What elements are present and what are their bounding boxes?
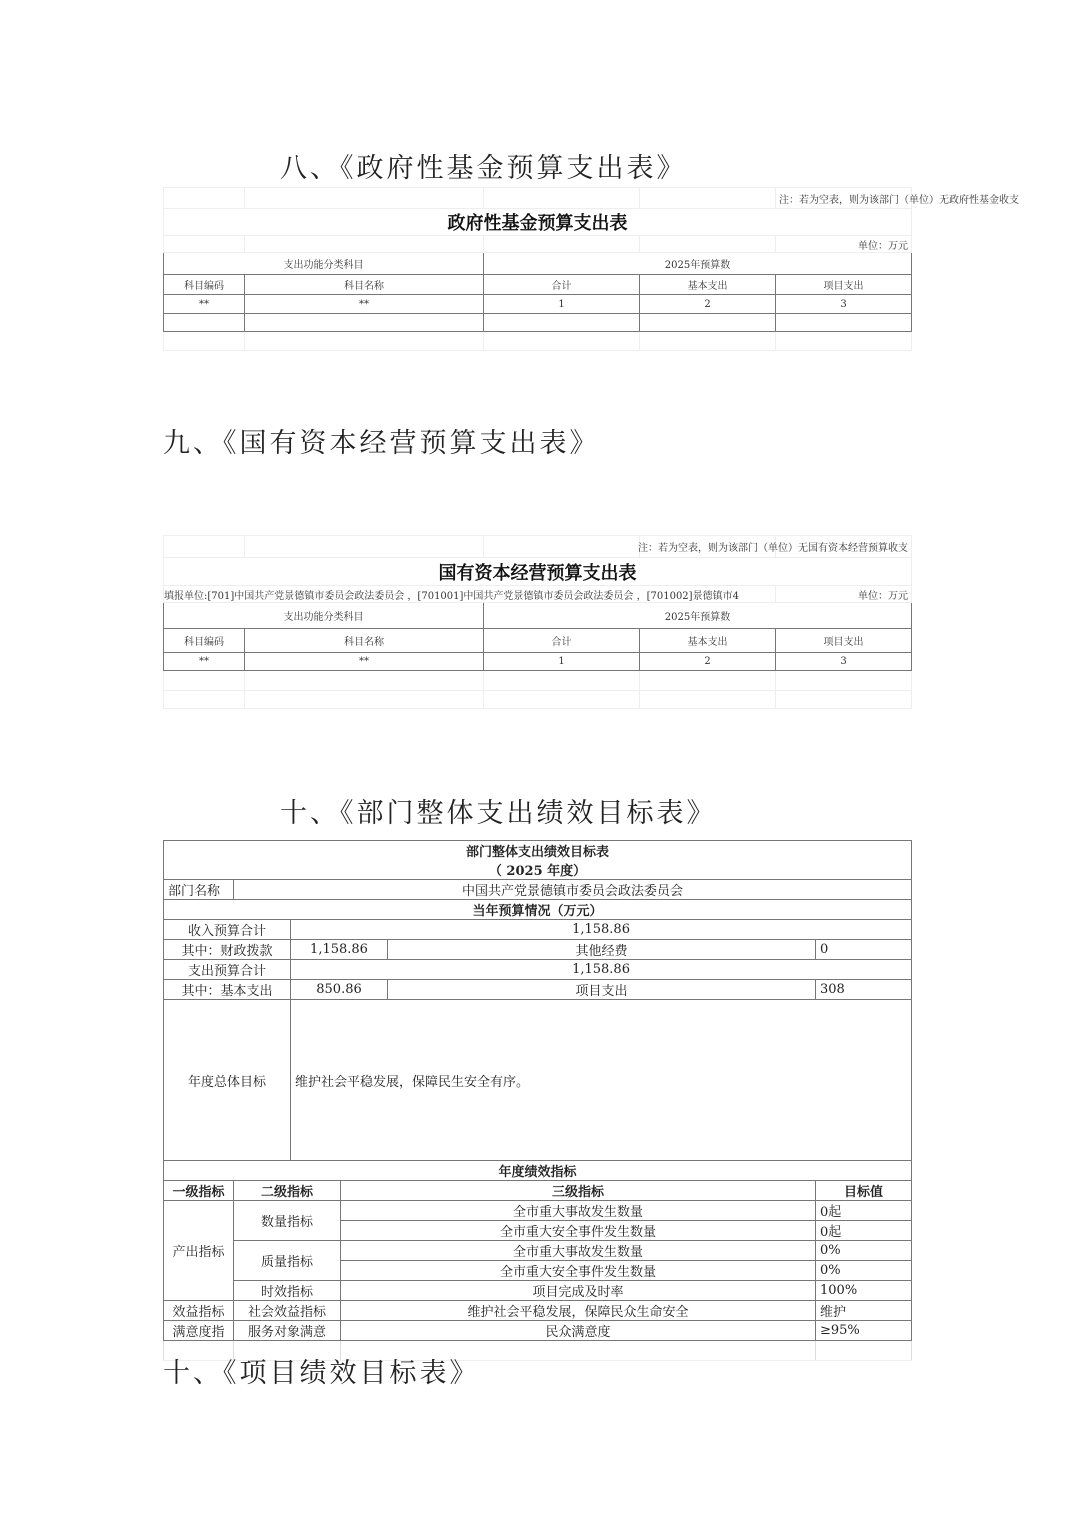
project-label: 项目支出 [388, 980, 816, 1000]
project-value: 308 [816, 980, 912, 1000]
perf-header: 年度绩效指标 [164, 1161, 912, 1181]
level2-cell: 时效指标 [234, 1281, 341, 1301]
level2-cell: 社会效益指标 [234, 1301, 341, 1321]
level1-cell: 效益指标 [164, 1301, 234, 1321]
table-title: 国有资本经营预算支出表 [164, 558, 912, 586]
table-row [164, 653, 912, 671]
target-cell: 0起 [816, 1221, 912, 1241]
expense-total-value: 1,158.86 [291, 960, 912, 980]
section-10-heading: 十、《部门整体支出绩效目标表》 [280, 798, 717, 829]
cell: ** [164, 295, 245, 314]
department-performance-table [163, 840, 912, 1361]
level2-cell: 质量指标 [234, 1241, 341, 1281]
header-group-budget: 2025年预算数 [484, 603, 912, 629]
cell: ** [245, 295, 484, 314]
cell: 1 [484, 653, 640, 671]
cell: 3 [776, 295, 912, 314]
table-row [164, 1241, 912, 1261]
column-header: 二级指标 [234, 1181, 341, 1201]
table-row [164, 1321, 912, 1341]
cell: 2 [640, 295, 776, 314]
goal-label: 年度总体目标 [164, 1000, 291, 1161]
column-header: 一级指标 [164, 1181, 234, 1201]
column-header: 基本支出 [640, 275, 776, 295]
table-title: 政府性基金预算支出表 [164, 209, 912, 236]
column-header: 科目名称 [245, 275, 484, 295]
cell: 3 [776, 653, 912, 671]
target-cell: ≥95% [816, 1321, 912, 1341]
other-value: 0 [816, 940, 912, 960]
cell: 1 [484, 295, 640, 314]
header-group-budget: 2025年预算数 [484, 253, 912, 275]
table-note: 注：若为空表，则为该部门（单位）无政府性基金收支 [776, 188, 912, 209]
target-cell: 100% [816, 1281, 912, 1301]
level3-cell: 民众满意度 [341, 1321, 816, 1341]
empty-row [164, 314, 912, 332]
level3-cell: 维护社会平稳发展，保障民众生命安全 [341, 1301, 816, 1321]
level2-cell: 服务对象满意 [234, 1321, 341, 1341]
table-row [164, 295, 912, 314]
unit-label: 单位：万元 [776, 236, 912, 253]
level2-cell: 数量指标 [234, 1201, 341, 1241]
column-header: 项目支出 [776, 629, 912, 653]
target-cell: 维护 [816, 1301, 912, 1321]
section-9-heading: 九、《国有资本经营预算支出表》 [163, 428, 600, 459]
fiscal-label: 其中：财政拨款 [164, 940, 291, 960]
level1-cell: 产出指标 [164, 1201, 234, 1301]
table-row [164, 1281, 912, 1301]
level3-cell: 全市重大安全事件发生数量 [341, 1261, 816, 1281]
income-total-value: 1,158.86 [291, 920, 912, 940]
dept-label: 部门名称 [164, 880, 234, 900]
target-cell: 0起 [816, 1201, 912, 1221]
unit-label: 单位：万元 [776, 586, 912, 603]
cell: 2 [640, 653, 776, 671]
column-header: 目标值 [816, 1181, 912, 1201]
section-8-heading: 八、《政府性基金预算支出表》 [280, 153, 687, 184]
goal-text: 维护社会平稳发展，保障民生安全有序。 [291, 1000, 912, 1161]
cell: ** [245, 653, 484, 671]
column-header: 合计 [484, 275, 640, 295]
column-header: 三级指标 [341, 1181, 816, 1201]
table-year: （ 2025 年度） [164, 860, 912, 880]
level3-cell: 全市重大事故发生数量 [341, 1201, 816, 1221]
header-group-function: 支出功能分类科目 [164, 253, 484, 275]
table-note: 注：若为空表，则为该部门（单位）无国有资本经营预算收支 [776, 536, 912, 558]
level3-cell: 项目完成及时率 [341, 1281, 816, 1301]
cell: ** [164, 653, 245, 671]
basic-label: 其中：基本支出 [164, 980, 291, 1000]
table-row [164, 1301, 912, 1321]
target-cell: 0% [816, 1241, 912, 1261]
level3-cell: 全市重大事故发生数量 [341, 1241, 816, 1261]
fiscal-value: 1,158.86 [291, 940, 388, 960]
level3-cell: 全市重大安全事件发生数量 [341, 1221, 816, 1241]
section-11-heading: 十、《项目绩效目标表》 [163, 1358, 480, 1389]
expense-total-label: 支出预算合计 [164, 960, 291, 980]
state-capital-expenditure-table [163, 535, 912, 709]
column-header: 科目编码 [164, 629, 245, 653]
government-fund-expenditure-table [163, 187, 1019, 351]
target-cell: 0% [816, 1261, 912, 1281]
column-header: 合计 [484, 629, 640, 653]
income-total-label: 收入预算合计 [164, 920, 291, 940]
level1-cell: 满意度指 [164, 1321, 234, 1341]
column-header: 项目支出 [776, 275, 912, 295]
column-header: 科目编码 [164, 275, 245, 295]
basic-value: 850.86 [291, 980, 388, 1000]
header-group-function: 支出功能分类科目 [164, 603, 484, 629]
table-row [164, 1201, 912, 1221]
budget-header: 当年预算情况（万元） [164, 900, 912, 920]
table-title: 部门整体支出绩效目标表 [164, 841, 912, 861]
dept-value: 中国共产党景德镇市委员会政法委员会 [234, 880, 912, 900]
column-header: 基本支出 [640, 629, 776, 653]
column-header: 科目名称 [245, 629, 484, 653]
reporting-unit: 填报单位:[701]中国共产党景德镇市委员会政法委员会 ，[701001]中国共产党景德镇市委员会政法委员会 ，[701002]景德镇市4 [164, 586, 776, 603]
other-label: 其他经费 [388, 940, 816, 960]
